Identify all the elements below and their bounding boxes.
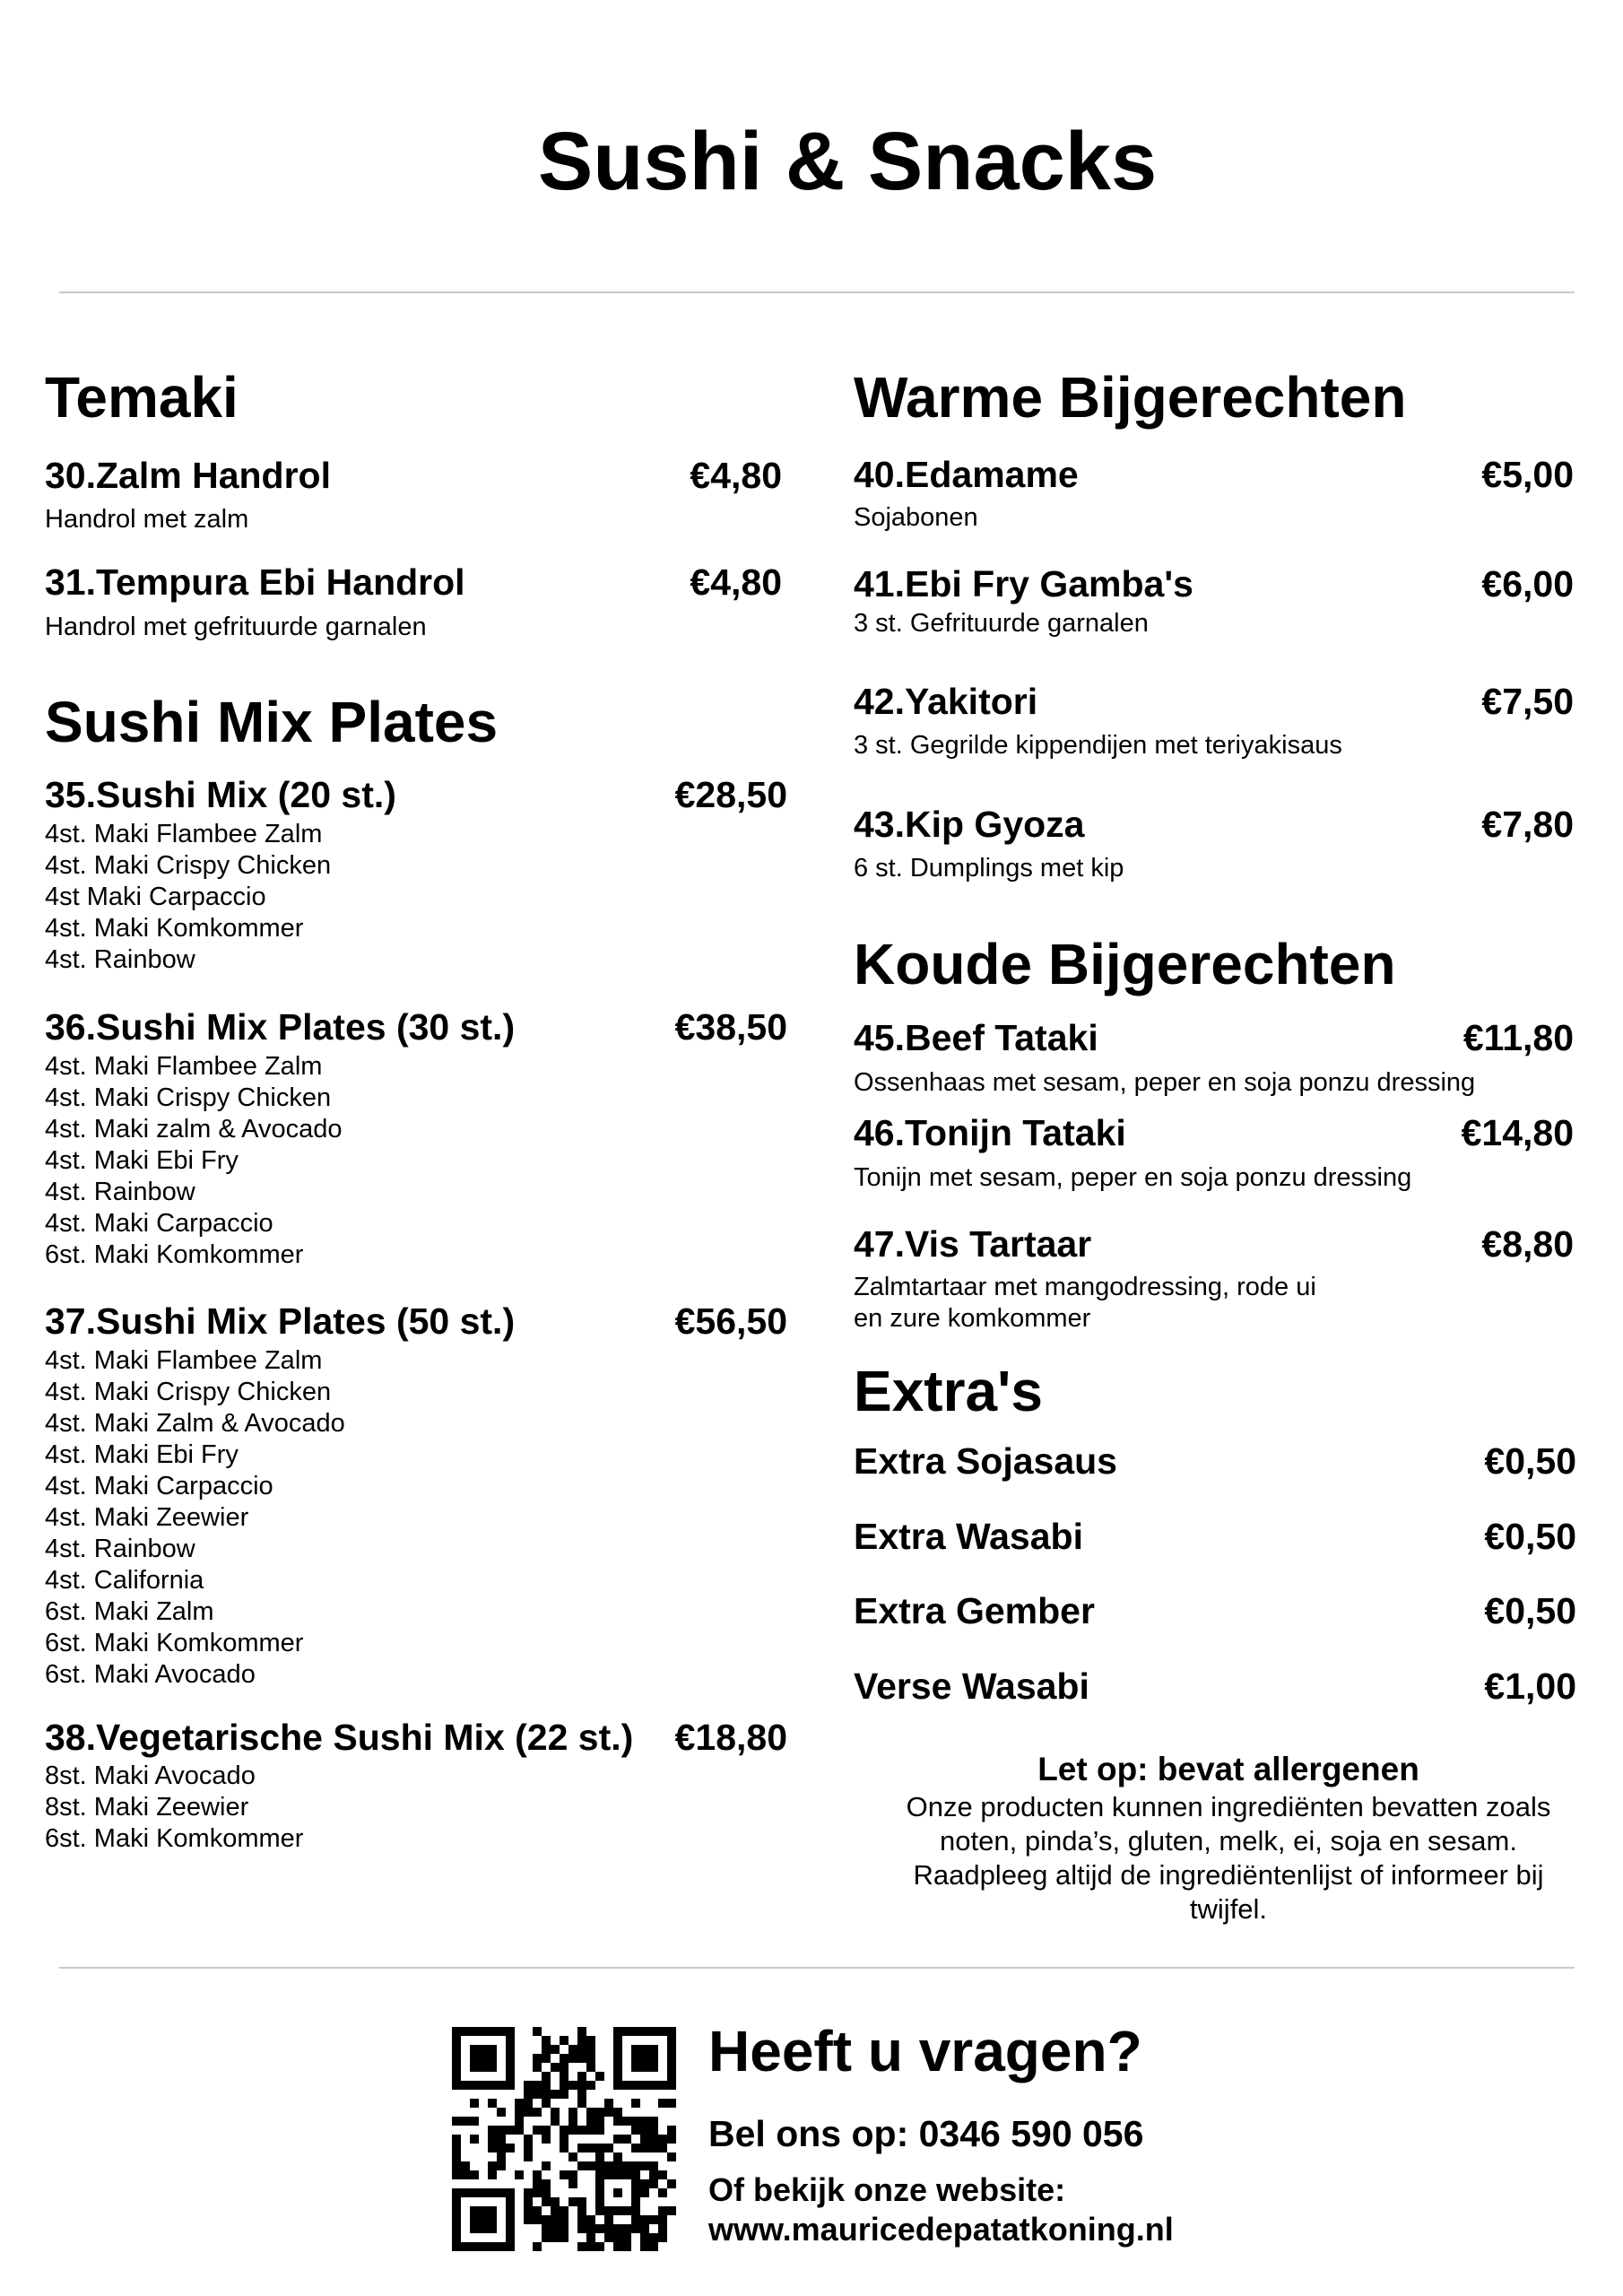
extra-item-name: Extra Gember — [854, 1590, 1095, 1631]
menu-item-name: 31.Tempura Ebi Handrol — [45, 561, 465, 603]
menu-item-name: 37.Sushi Mix Plates (50 st.) — [45, 1300, 516, 1342]
content-line: 6st. Maki Avocado — [45, 1660, 256, 1689]
content-line: Tonijn met sesam, peper en soja ponzu dressing — [854, 1163, 1412, 1192]
content-line: 4st. Maki Carpaccio — [45, 1209, 273, 1238]
content-line: 4st. California — [45, 1566, 204, 1595]
menu-item-name: 45.Beef Tataki — [854, 1017, 1098, 1058]
content-line: 6st. Maki Komkommer — [45, 1240, 304, 1269]
content-line: 4st. Rainbow — [45, 1178, 195, 1206]
section-heading-warme-bijgerechten: Warme Bijgerechten — [854, 365, 1407, 430]
page-title: Sushi & Snacks — [537, 116, 1158, 207]
menu-item-description: Handrol met gefrituurde garnalen — [45, 613, 427, 641]
top-divider — [59, 291, 1575, 293]
content-line: 4st. Rainbow — [45, 945, 195, 974]
menu-item-description: Sojabonen — [854, 503, 978, 532]
menu-item-contents — [45, 1761, 303, 1855]
content-line: 4st. Maki Flambee Zalm — [45, 820, 323, 848]
menu-item-price: €38,50 — [674, 1006, 787, 1048]
menu-item-description — [854, 1067, 1475, 1099]
menu-item-price: €6,00 — [1481, 563, 1574, 604]
allergen-notice-line: Raadpleeg altijd de ingrediëntenlijst of informeer bij — [913, 1859, 1544, 1891]
menu-item-name: 38.Vegetarische Sushi Mix (22 st.) — [45, 1717, 634, 1758]
section-heading-extras: Extra's — [854, 1359, 1043, 1423]
menu-item-contents — [45, 819, 331, 976]
bottom-divider — [59, 1967, 1575, 1969]
content-line: 4st. Maki Komkommer — [45, 914, 304, 943]
menu-item-description — [854, 1162, 1411, 1194]
menu-item-name: 36.Sushi Mix Plates (30 st.) — [45, 1006, 516, 1048]
menu-item-price: €7,80 — [1481, 804, 1574, 845]
qr-code-graphic — [452, 2027, 676, 2251]
extra-item-name: Verse Wasabi — [854, 1665, 1089, 1707]
allergen-notice-line: twijfel. — [1189, 1893, 1268, 1925]
menu-item-name: 40.Edamame — [854, 454, 1079, 495]
content-line: 4st. Maki Crispy Chicken — [45, 1378, 332, 1406]
content-line: 4st Maki Carpaccio — [45, 883, 266, 911]
content-line: 4st. Maki Flambee Zalm — [45, 1052, 323, 1081]
content-line: 8st. Maki Zeewier — [45, 1793, 249, 1822]
menu-item-contents — [45, 1051, 343, 1271]
menu-item-price: €4,80 — [690, 561, 782, 603]
content-line: 4st. Maki Carpaccio — [45, 1472, 273, 1500]
menu-item-description: 3 st. Gegrilde kippendijen met teriyakisaus — [854, 731, 1342, 760]
extra-item-name: Extra Wasabi — [854, 1516, 1083, 1557]
section-heading-sushi-mix-plates: Sushi Mix Plates — [45, 690, 499, 754]
allergen-notice-line: noten, pinda’s, gluten, melk, ei, soja en sesam. — [940, 1825, 1517, 1857]
qr-code — [452, 2027, 676, 2251]
extra-item-price: €1,00 — [1484, 1665, 1576, 1707]
menu-item-price: €4,80 — [690, 455, 782, 496]
extra-item-price: €0,50 — [1484, 1590, 1576, 1631]
content-line: 4st. Maki Ebi Fry — [45, 1146, 239, 1175]
content-line: 6st. Maki Komkommer — [45, 1629, 304, 1657]
menu-item-price: €11,80 — [1462, 1017, 1574, 1058]
menu-item-name: 43.Kip Gyoza — [854, 804, 1085, 845]
menu-item-name: 30.Zalm Handrol — [45, 455, 331, 496]
website-link[interactable]: www.mauricedepatatkoning.nl — [708, 2211, 1174, 2248]
allergen-notice — [861, 1749, 1596, 1926]
menu-item-description: 6 st. Dumplings met kip — [854, 854, 1124, 883]
menu-item-description: Handrol met zalm — [45, 505, 249, 534]
menu-item-price: €18,80 — [674, 1717, 787, 1758]
contact-phone: Bel ons op: 0346 590 056 — [708, 2113, 1144, 2154]
content-line: Ossenhaas met sesam, peper en soja ponzu dressing — [854, 1068, 1476, 1097]
menu-item-name: 35.Sushi Mix (20 st.) — [45, 774, 396, 815]
content-line: 6st. Maki Komkommer — [45, 1824, 304, 1853]
menu-item-description: 3 st. Gefrituurde garnalen — [854, 609, 1149, 638]
menu-item-description — [854, 1272, 1316, 1335]
content-line: 4st. Rainbow — [45, 1535, 195, 1563]
content-line: 8st. Maki Avocado — [45, 1761, 256, 1790]
contact-website-block — [708, 2170, 1174, 2249]
extra-item-price: €0,50 — [1484, 1516, 1576, 1557]
content-line: Zalmtartaar met mangodressing, rode ui — [854, 1273, 1316, 1301]
content-line: 4st. Maki Zalm & Avocado — [45, 1409, 345, 1438]
section-heading-temaki: Temaki — [45, 365, 239, 430]
menu-item-price: €8,80 — [1481, 1223, 1574, 1265]
content-line: 4st. Maki Flambee Zalm — [45, 1346, 323, 1375]
menu-item-price: €5,00 — [1481, 454, 1574, 495]
menu-item-name: 42.Yakitori — [854, 681, 1038, 722]
section-heading-koude-bijgerechten: Koude Bijgerechten — [854, 932, 1396, 996]
content-line: 4st. Maki Crispy Chicken — [45, 1083, 332, 1112]
menu-item-price: €56,50 — [674, 1300, 787, 1342]
extra-item-name: Extra Sojasaus — [854, 1440, 1117, 1482]
contact-title: Heeft u vragen? — [708, 2019, 1142, 2083]
allergen-notice-line: Onze producten kunnen ingrediënten bevatten zoals — [906, 1791, 1551, 1822]
menu-item-name: 47.Vis Tartaar — [854, 1223, 1092, 1265]
content-line: 6st. Maki Zalm — [45, 1597, 214, 1626]
allergen-notice-title: Let op: bevat allergenen — [1037, 1751, 1419, 1787]
menu-item-name: 46.Tonijn Tataki — [854, 1112, 1126, 1153]
menu-item-price: €7,50 — [1481, 681, 1574, 722]
content-line: 4st. Maki zalm & Avocado — [45, 1115, 343, 1144]
extra-item-price: €0,50 — [1484, 1440, 1576, 1482]
menu-item-price: €14,80 — [1461, 1112, 1574, 1153]
website-label: Of bekijk onze website: — [708, 2171, 1066, 2208]
content-line: 4st. Maki Zeewier — [45, 1503, 249, 1532]
menu-item-contents — [45, 1345, 345, 1691]
menu-item-price: €28,50 — [674, 774, 787, 815]
content-line: 4st. Maki Ebi Fry — [45, 1440, 239, 1469]
content-line: en zure komkommer — [854, 1304, 1091, 1333]
menu-item-name: 41.Ebi Fry Gamba's — [854, 563, 1193, 604]
content-line: 4st. Maki Crispy Chicken — [45, 851, 332, 880]
